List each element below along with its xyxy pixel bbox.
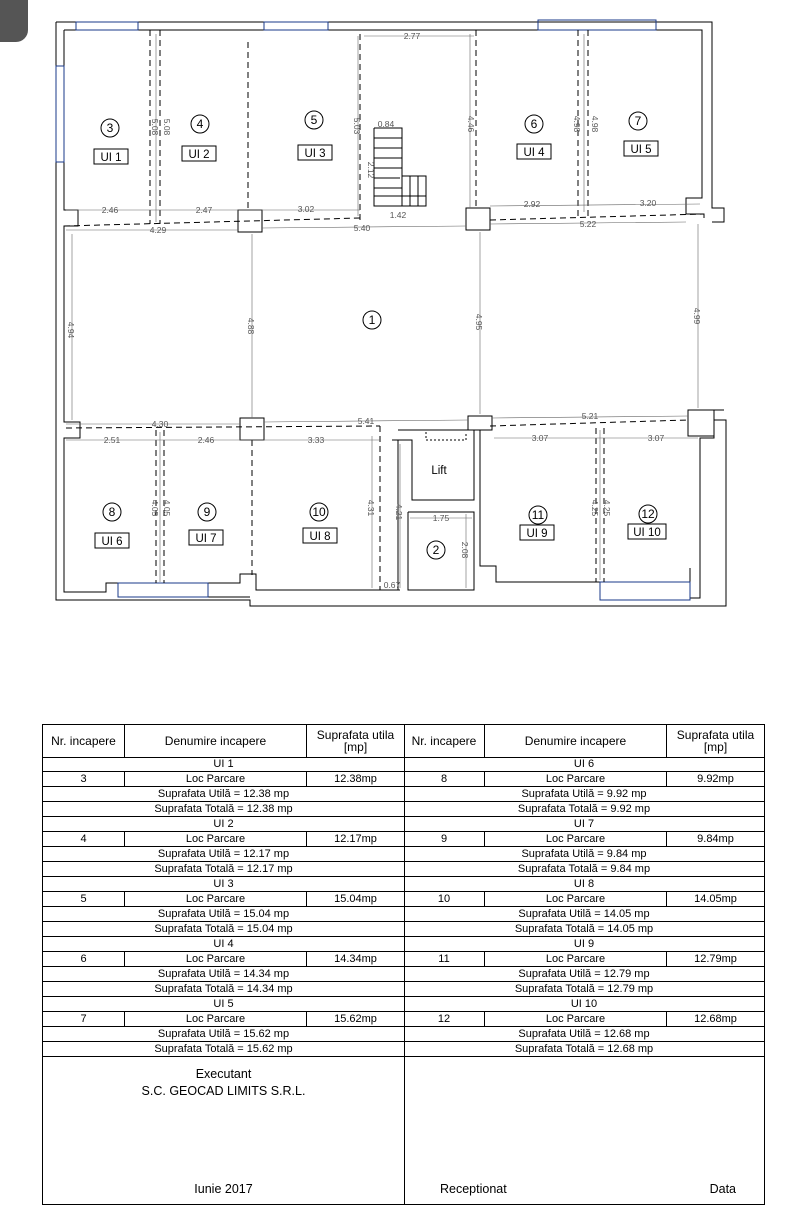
dim-label: 5.41	[357, 416, 375, 426]
header-nr: Nr. incapere	[404, 725, 485, 757]
room-row	[43, 832, 404, 847]
dim-label: 4.21	[394, 503, 404, 521]
suprafata-utila-row: Suprafata Utilă = 9.92 mp	[404, 787, 764, 802]
unit-label: UI 5	[630, 144, 652, 156]
dim-label: 4.88	[246, 317, 256, 335]
dim-label: 4.99	[692, 307, 702, 325]
dim-label: 4.31	[366, 499, 376, 517]
dim-label: 4.98	[590, 115, 600, 133]
unit-header-row: UI 10	[404, 997, 764, 1012]
table-header	[404, 725, 764, 758]
cell-name: Loc Parcare	[125, 832, 307, 846]
unit-header-row: UI 3	[43, 877, 404, 892]
dim-label: 2.08	[460, 541, 470, 559]
dim-label: 5.21	[581, 411, 599, 421]
unit-header-row: UI 5	[43, 997, 404, 1012]
room-row	[43, 1012, 404, 1027]
dim-label: 3.33	[307, 435, 325, 445]
room-row	[404, 952, 764, 967]
suprafata-utila-row: Suprafata Utilă = 9.84 mp	[404, 847, 764, 862]
dim-label: 5.08	[162, 118, 172, 136]
room-number: 9	[203, 505, 211, 519]
room-number: 2	[432, 543, 440, 557]
date-text: Iunie 2017	[194, 1182, 253, 1196]
room-number: 11	[531, 508, 545, 522]
room-number: 1	[368, 313, 376, 327]
cell-nr: 7	[43, 1012, 125, 1026]
dim-label: 5.22	[579, 219, 597, 229]
dim-label: 4.25	[602, 499, 612, 517]
unit-header-row: UI 7	[404, 817, 764, 832]
dim-label: 4.05	[150, 499, 160, 517]
room-row	[43, 772, 404, 787]
cell-nr: 10	[404, 892, 485, 906]
table-right-column	[404, 725, 764, 1204]
dim-label: 5.08	[150, 118, 160, 136]
data-label: Data	[709, 1182, 736, 1196]
table-left-column	[43, 725, 405, 1204]
room-number: 6	[530, 117, 538, 131]
header-suprafata	[667, 725, 764, 757]
room-row	[404, 832, 764, 847]
room-number: 4	[196, 117, 204, 131]
staircase	[374, 128, 426, 206]
unit-label: UI 4	[523, 147, 545, 159]
dim-label: 4.29	[149, 225, 167, 235]
cell-name: Loc Parcare	[485, 832, 667, 846]
cell-name: Loc Parcare	[125, 1012, 307, 1026]
cell-area: 15.04mp	[334, 893, 377, 905]
unit-label: UI 8	[309, 531, 331, 543]
suprafata-utila-row: Suprafata Utilă = 15.04 mp	[43, 907, 404, 922]
dim-label: 3.07	[531, 433, 549, 443]
unit-label: UI 9	[526, 528, 548, 540]
room-area-table	[42, 724, 765, 1205]
dim-label: 4.30	[151, 419, 169, 429]
suprafata-utila-row: Suprafata Utilă = 15.62 mp	[43, 1027, 404, 1042]
cell-area: 12.79mp	[694, 953, 737, 965]
room-row	[404, 1012, 764, 1027]
suprafata-totala-row: Suprafata Totală = 15.62 mp	[43, 1042, 404, 1057]
unit-label: UI 2	[188, 149, 210, 161]
header-denumire: Denumire incapere	[125, 725, 307, 757]
unit-header-row: UI 1	[43, 757, 404, 772]
suprafata-utila-row: Suprafata Utilă = 12.38 mp	[43, 787, 404, 802]
room-number: 10	[312, 505, 326, 519]
cell-name: Loc Parcare	[485, 772, 667, 786]
cell-name: Loc Parcare	[125, 772, 307, 786]
dim-label: 4.25	[590, 499, 600, 517]
cell-area: 14.34mp	[334, 953, 377, 965]
cell-name: Loc Parcare	[125, 892, 307, 906]
cell-name: Loc Parcare	[485, 952, 667, 966]
cell-name: Loc Parcare	[485, 892, 667, 906]
room-number: 7	[634, 114, 642, 128]
cell-name: Loc Parcare	[485, 1012, 667, 1026]
suprafata-utila-row: Suprafata Utilă = 14.05 mp	[404, 907, 764, 922]
room-numbers	[107, 113, 655, 557]
cell-name: Loc Parcare	[125, 952, 307, 966]
dim-label: 2.47	[195, 205, 213, 215]
table-header	[43, 725, 404, 758]
suprafata-utila-row: Suprafata Utilă = 14.34 mp	[43, 967, 404, 982]
executant-label: Executant	[195, 1067, 252, 1081]
room-row	[404, 772, 764, 787]
unit-label: UI 1	[100, 152, 122, 164]
cell-area: 12.38mp	[334, 773, 377, 785]
room-number: 12	[641, 507, 655, 521]
cell-area: 9.92mp	[697, 773, 734, 785]
header-suprafata	[307, 725, 404, 757]
cell-area: 9.84mp	[697, 833, 734, 845]
cell-nr: 3	[43, 772, 125, 786]
unit-header-row: UI 6	[404, 757, 764, 772]
suprafata-totala-row: Suprafata Totală = 9.84 mp	[404, 862, 764, 877]
company-name: S.C. GEOCAD LIMITS S.R.L.	[141, 1084, 306, 1098]
room-number: 8	[108, 505, 116, 519]
lift-label: Lift	[431, 465, 447, 477]
suprafata-totala-row: Suprafata Totală = 14.34 mp	[43, 982, 404, 997]
cell-nr: 5	[43, 892, 125, 906]
dim-label: 4.95	[474, 313, 484, 331]
dim-label: 4.05	[162, 499, 172, 517]
cell-area: 15.62mp	[334, 1013, 377, 1025]
header-denumire: Denumire incapere	[485, 725, 667, 757]
dim-label: 5.03	[352, 117, 362, 135]
unit-label: UI 3	[304, 148, 326, 160]
suprafata-utila-row: Suprafata Utilă = 12.17 mp	[43, 847, 404, 862]
cell-nr: 6	[43, 952, 125, 966]
unit-label: UI 10	[633, 527, 661, 539]
dim-label: 5.40	[353, 223, 371, 233]
dim-label: 0.67	[383, 580, 401, 590]
outer-walls	[56, 22, 726, 606]
suprafata-totala-row: Suprafata Totală = 12.79 mp	[404, 982, 764, 997]
dim-label: 2.51	[103, 435, 121, 445]
header-nr: Nr. incapere	[43, 725, 125, 757]
header-suprafata-line2: [mp]	[703, 740, 728, 754]
suprafata-totala-row: Suprafata Totală = 12.38 mp	[43, 802, 404, 817]
unit-labels	[100, 144, 660, 548]
unit-header-row: UI 9	[404, 937, 764, 952]
suprafata-totala-row: Suprafata Totală = 14.05 mp	[404, 922, 764, 937]
dim-label: 2.92	[523, 199, 541, 209]
dim-label: 3.02	[297, 204, 315, 214]
room-row	[43, 892, 404, 907]
unit-label: UI 6	[101, 536, 123, 548]
suprafata-totala-row: Suprafata Totală = 15.04 mp	[43, 922, 404, 937]
room-row	[404, 892, 764, 907]
dim-label: 1.75	[432, 513, 450, 523]
cell-area: 12.68mp	[694, 1013, 737, 1025]
dim-label: 0.84	[377, 119, 395, 129]
dim-label: 2.12	[366, 161, 376, 179]
suprafata-totala-row: Suprafata Totală = 9.92 mp	[404, 802, 764, 817]
suprafata-utila-row: Suprafata Utilă = 12.79 mp	[404, 967, 764, 982]
dim-label: 2.46	[197, 435, 215, 445]
cell-area: 12.17mp	[334, 833, 377, 845]
dim-label: 4.98	[572, 115, 582, 133]
cell-nr: 4	[43, 832, 125, 846]
suprafata-totala-row: Suprafata Totală = 12.68 mp	[404, 1042, 764, 1057]
room-row	[43, 952, 404, 967]
table-footer-right	[404, 1057, 764, 1204]
header-suprafata-line1: Suprafata utila	[676, 728, 755, 742]
unit-label: UI 7	[195, 533, 217, 545]
cell-nr: 11	[404, 952, 485, 966]
dim-label: 4.94	[66, 321, 76, 339]
header-suprafata-line1: Suprafata utila	[316, 728, 395, 742]
suprafata-totala-row: Suprafata Totală = 12.17 mp	[43, 862, 404, 877]
cell-area: 14.05mp	[694, 893, 737, 905]
dim-label: 3.07	[647, 433, 665, 443]
dim-label: 4.46	[466, 115, 476, 133]
unit-header-row: UI 8	[404, 877, 764, 892]
dim-label: 1.42	[389, 210, 407, 220]
unit-header-row: UI 4	[43, 937, 404, 952]
cell-nr: 9	[404, 832, 485, 846]
unit-header-row: UI 2	[43, 817, 404, 832]
dim-label: 2.46	[101, 205, 119, 215]
room-number: 5	[310, 113, 318, 127]
room-number: 3	[106, 121, 114, 135]
header-suprafata-line2: [mp]	[343, 740, 368, 754]
cell-nr: 8	[404, 772, 485, 786]
table-footer-left	[43, 1057, 404, 1204]
dim-label: 2.77	[403, 31, 421, 41]
dimension-labels	[66, 31, 702, 590]
receptionat-label: Receptionat	[440, 1182, 507, 1196]
suprafata-utila-row: Suprafata Utilă = 12.68 mp	[404, 1027, 764, 1042]
dim-label: 3.20	[639, 198, 657, 208]
cell-nr: 12	[404, 1012, 485, 1026]
